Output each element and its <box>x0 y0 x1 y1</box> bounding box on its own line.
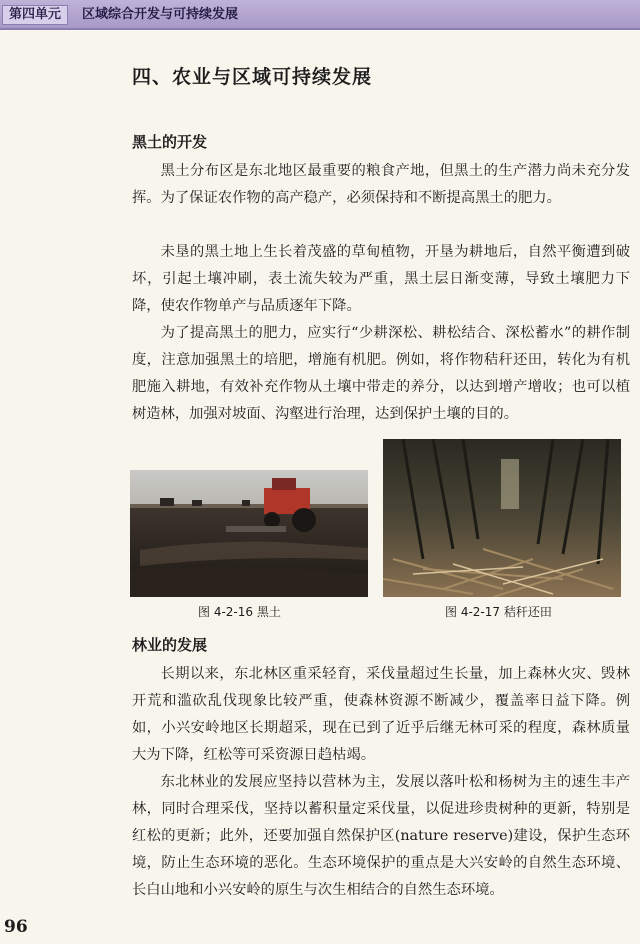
heading-forestry: 林业的发展 <box>132 636 208 654</box>
figure-caption-black-soil: 图 4-2-16 黑土 <box>198 605 281 619</box>
blackland-paragraph-1: 黑土分布区是东北地区最重要的粮食产地，但黑土的生产潜力尚未充分发挥。为了保证农作物的高产稳产，必须保持和不断提高黑土的肥力。 <box>132 163 630 206</box>
blackland-paragraph-2: 未垦的黑土地上生长着茂盛的草甸植物，开垦为耕地后，自然平衡遭到破坏，引起土壤冲刷，表土流失较为严重，黑土层日渐变薄，导致土壤肥力下降，使农作物单产与品质逐年下降。 <box>132 244 630 314</box>
black-soil-photo <box>130 470 368 597</box>
forestry-paragraph-2: 东北林业的发展应坚持以营林为主，发展以落叶松和杨树为主的速生丰产林，同时合理采伐，坚持以蓄积量定采伐量，以促进珍贵树种的更新，特别是红松的更新；此外，还要加强自然保护区(nature reserve)建设，保护生态环境，防止生态环境的恶化。生态环境保护的重点是大兴安岭的自然生态环境、长白山地和小兴安岭的原生与次生相结合的自然生态环境。 <box>132 774 630 898</box>
straw-return-photo <box>383 439 621 597</box>
unit-label: 第四单元 <box>2 5 68 25</box>
forestry-paragraph-1: 长期以来，东北林区重采轻育，采伐量超过生长量，加上森林火灾、毁林开荒和滥砍乱伐现象比较严重，使森林资源不断减少，覆盖率日益下降。例如，小兴安岭地区长期超采，现在已到了近乎后继无林可采的程度，森林质量大为下降，红松等可采资源日趋枯竭。 <box>132 666 630 763</box>
blackland-paragraph-3: 为了提高黑土的肥力，应实行“少耕深松、耕松结合、深松蓄水”的耕作制度，注意加强黑土的培肥，增施有机肥。例如，将作物秸秆还田，转化为有机肥施入耕地，有效补充作物从土壤中带走的养分，以达到增产增收；也可以植树造林，加强对坡面、沟壑进行治理，达到保护土壤的目的。 <box>132 325 630 422</box>
unit-title: 区域综合开发与可持续发展 <box>82 7 239 22</box>
page-number: 96 <box>4 917 28 937</box>
figure-caption-straw-return: 图 4-2-17 秸秆还田 <box>445 605 552 619</box>
section-title: 四、农业与区域可持续发展 <box>132 66 373 88</box>
heading-blackland: 黑土的开发 <box>132 133 208 151</box>
page-header <box>0 0 640 30</box>
